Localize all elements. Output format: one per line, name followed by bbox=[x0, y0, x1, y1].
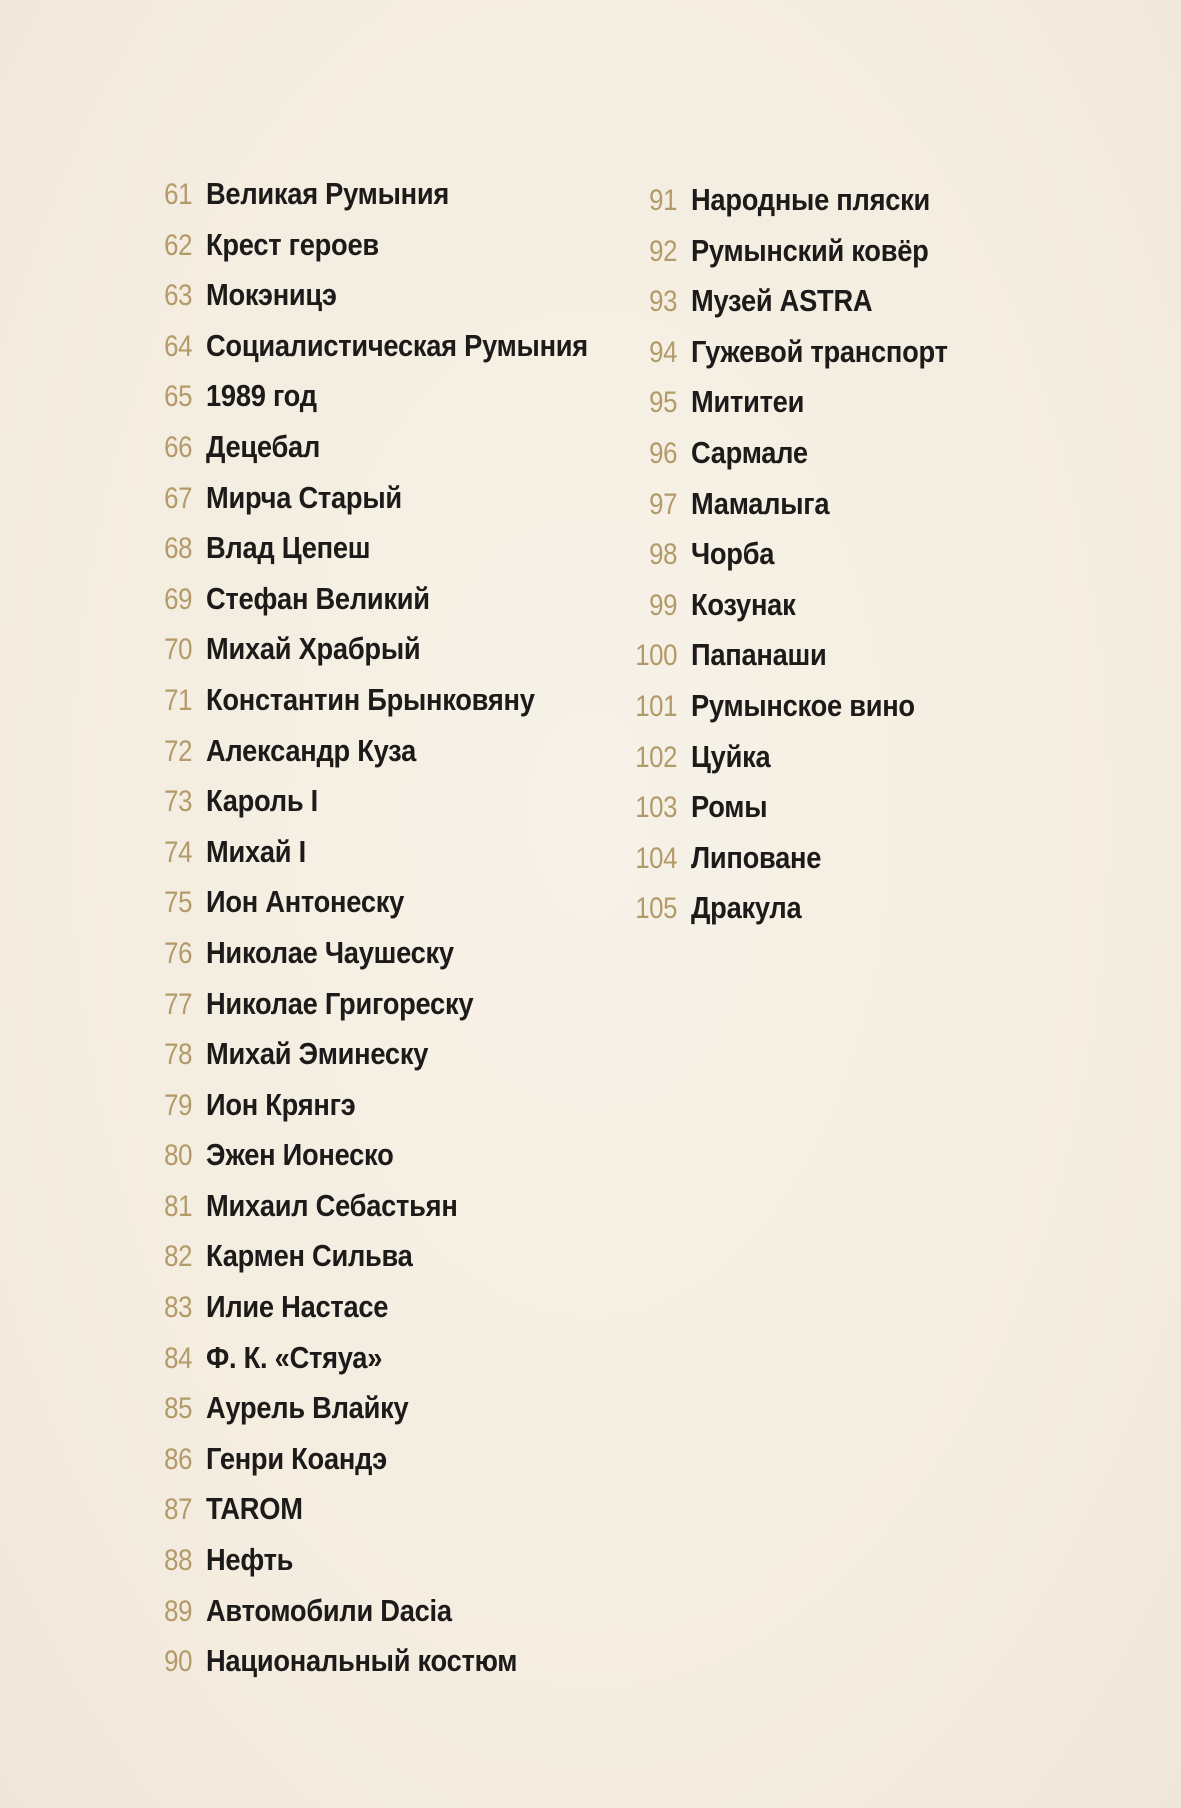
entry-title: Александр Куза bbox=[206, 732, 416, 768]
entry-title: 1989 год bbox=[206, 378, 317, 414]
entry-title: Великая Румыния bbox=[206, 176, 449, 211]
entry-title: Нефть bbox=[206, 1542, 294, 1578]
contents-entry bbox=[130, 1542, 640, 1593]
entry-title: Константин Брынковяну bbox=[206, 681, 535, 717]
entry-number: 66 bbox=[164, 430, 192, 464]
contents-column-left bbox=[130, 176, 640, 1694]
entry-number: 81 bbox=[164, 1189, 192, 1223]
entry-number: 83 bbox=[164, 1291, 192, 1325]
contents-entry bbox=[130, 1289, 640, 1340]
contents-entry bbox=[130, 328, 640, 379]
contents-entry bbox=[615, 688, 983, 739]
contents-entry bbox=[130, 986, 640, 1037]
entry-number: 85 bbox=[164, 1392, 192, 1426]
contents-entry bbox=[615, 587, 983, 638]
entry-title: Гужевой транспорт bbox=[691, 333, 948, 369]
contents-entry bbox=[615, 384, 983, 435]
entry-number: 93 bbox=[649, 285, 677, 319]
entry-title: Децебал bbox=[206, 428, 321, 464]
contents-entry bbox=[130, 631, 640, 682]
contents-entry bbox=[615, 233, 983, 284]
entry-title: Липоване bbox=[691, 839, 822, 875]
entry-number: 72 bbox=[164, 734, 192, 768]
contents-entry bbox=[130, 429, 640, 480]
entry-number: 86 bbox=[164, 1442, 192, 1476]
entry-title: Музей ASTRA bbox=[691, 283, 873, 319]
contents-entry bbox=[130, 1036, 640, 1087]
entry-title: Эжен Ионеско bbox=[206, 1137, 394, 1173]
entry-title: Михай I bbox=[206, 833, 306, 869]
contents-entry bbox=[130, 1238, 640, 1289]
entry-number: 98 bbox=[649, 538, 677, 572]
entry-number: 78 bbox=[164, 1038, 192, 1072]
contents-entry bbox=[130, 682, 640, 733]
entry-number: 76 bbox=[164, 936, 192, 970]
entry-number: 100 bbox=[635, 639, 677, 673]
contents-entry bbox=[130, 884, 640, 935]
entry-title: Михай Эминеску bbox=[206, 1036, 429, 1072]
contents-entry bbox=[130, 1087, 640, 1138]
entry-number: 87 bbox=[164, 1493, 192, 1527]
entry-number: 75 bbox=[164, 886, 192, 920]
entry-title: Социалистическая Румыния bbox=[206, 327, 588, 363]
contents-entry bbox=[130, 378, 640, 429]
contents-entry bbox=[615, 789, 983, 840]
entry-number: 90 bbox=[164, 1645, 192, 1679]
entry-title: Чорба bbox=[691, 536, 775, 572]
entry-title: Илие Настасе bbox=[206, 1289, 389, 1325]
entry-number: 65 bbox=[164, 380, 192, 414]
contents-entry bbox=[130, 480, 640, 531]
contents-entry bbox=[615, 283, 983, 334]
entry-title: Ион Антонеску bbox=[206, 884, 405, 920]
contents-entry bbox=[615, 182, 983, 233]
entry-number: 102 bbox=[635, 740, 677, 774]
entry-title: Ф. К. «Стяуа» bbox=[206, 1339, 383, 1375]
entry-number: 101 bbox=[635, 689, 677, 723]
entry-title: Сармале bbox=[691, 434, 808, 470]
contents-entry bbox=[615, 637, 983, 688]
contents-entry bbox=[130, 733, 640, 784]
contents-column-right bbox=[615, 182, 983, 941]
entry-number: 84 bbox=[164, 1341, 192, 1375]
entry-title: Крест героев bbox=[206, 226, 379, 262]
entry-title: Козунак bbox=[691, 586, 796, 622]
entry-title: Национальный костюм bbox=[206, 1643, 518, 1679]
contents-entry bbox=[615, 739, 983, 790]
contents-entry bbox=[130, 1593, 640, 1644]
entry-number: 68 bbox=[164, 532, 192, 566]
entry-number: 71 bbox=[164, 683, 192, 717]
entry-number: 79 bbox=[164, 1088, 192, 1122]
entry-number: 96 bbox=[649, 436, 677, 470]
entry-title: Ион Крянгэ bbox=[206, 1086, 356, 1122]
entry-title: Михай Храбрый bbox=[206, 631, 421, 667]
entry-title: Народные пляски bbox=[691, 182, 931, 217]
entry-number: 80 bbox=[164, 1139, 192, 1173]
entry-title: Влад Цепеш bbox=[206, 530, 371, 566]
contents-entry bbox=[130, 1491, 640, 1542]
entry-number: 94 bbox=[649, 335, 677, 369]
contents-entry bbox=[615, 435, 983, 486]
entry-number: 69 bbox=[164, 582, 192, 616]
entry-title: Ромы bbox=[691, 789, 768, 825]
entry-number: 73 bbox=[164, 785, 192, 819]
entry-title: Мокэницэ bbox=[206, 277, 337, 313]
entry-title: Румынское вино bbox=[691, 687, 915, 723]
entry-number: 82 bbox=[164, 1240, 192, 1274]
contents-entry bbox=[615, 334, 983, 385]
contents-entry bbox=[130, 1137, 640, 1188]
entry-number: 77 bbox=[164, 987, 192, 1021]
contents-entry bbox=[130, 1643, 640, 1694]
entry-number: 104 bbox=[635, 841, 677, 875]
entry-title: Николае Чаушеску bbox=[206, 934, 454, 970]
entry-number: 105 bbox=[635, 892, 677, 926]
contents-entry bbox=[130, 935, 640, 986]
entry-title: Мирча Старый bbox=[206, 479, 402, 515]
contents-entry bbox=[130, 783, 640, 834]
contents-entry bbox=[130, 530, 640, 581]
contents-entry bbox=[615, 536, 983, 587]
entry-number: 97 bbox=[649, 487, 677, 521]
entry-title: Мамалыга bbox=[691, 485, 830, 521]
entry-number: 89 bbox=[164, 1594, 192, 1628]
entry-title: Цуйка bbox=[691, 738, 771, 774]
entry-number: 95 bbox=[649, 386, 677, 420]
entry-title: Румынский ковёр bbox=[691, 232, 929, 268]
contents-entry bbox=[130, 1390, 640, 1441]
entry-title: Кароль I bbox=[206, 783, 318, 819]
entry-title: Михаил Себастьян bbox=[206, 1187, 458, 1223]
entry-number: 74 bbox=[164, 835, 192, 869]
entry-title: Кармен Сильва bbox=[206, 1238, 413, 1274]
entry-number: 92 bbox=[649, 234, 677, 268]
entry-title: Папанаши bbox=[691, 637, 827, 673]
contents-entry bbox=[130, 834, 640, 885]
entry-number: 64 bbox=[164, 329, 192, 363]
entry-title: Стефан Великий bbox=[206, 580, 430, 616]
entry-number: 99 bbox=[649, 588, 677, 622]
contents-entry bbox=[130, 176, 640, 227]
entry-number: 88 bbox=[164, 1544, 192, 1578]
entry-title: Николае Григореску bbox=[206, 985, 474, 1021]
entry-number: 91 bbox=[649, 184, 677, 217]
entry-title: Генри Коандэ bbox=[206, 1440, 387, 1476]
contents-entry bbox=[615, 890, 983, 941]
contents-entry bbox=[130, 1441, 640, 1492]
entry-number: 70 bbox=[164, 633, 192, 667]
entry-number: 63 bbox=[164, 279, 192, 313]
contents-entry bbox=[130, 1188, 640, 1239]
entry-title: Мититеи bbox=[691, 384, 805, 420]
entry-title: Автомобили Dacia bbox=[206, 1592, 452, 1628]
entry-title: TAROM bbox=[206, 1491, 303, 1527]
entry-number: 61 bbox=[164, 178, 192, 211]
entry-number: 62 bbox=[164, 228, 192, 262]
entry-number: 67 bbox=[164, 481, 192, 515]
entry-title: Аурель Влайку bbox=[206, 1390, 409, 1426]
entry-number: 103 bbox=[635, 791, 677, 825]
contents-entry bbox=[130, 581, 640, 632]
contents-entry bbox=[130, 277, 640, 328]
contents-entry bbox=[130, 227, 640, 278]
contents-entry bbox=[615, 840, 983, 891]
entry-title: Дракула bbox=[691, 890, 802, 926]
contents-entry bbox=[130, 1340, 640, 1391]
contents-entry bbox=[615, 486, 983, 537]
